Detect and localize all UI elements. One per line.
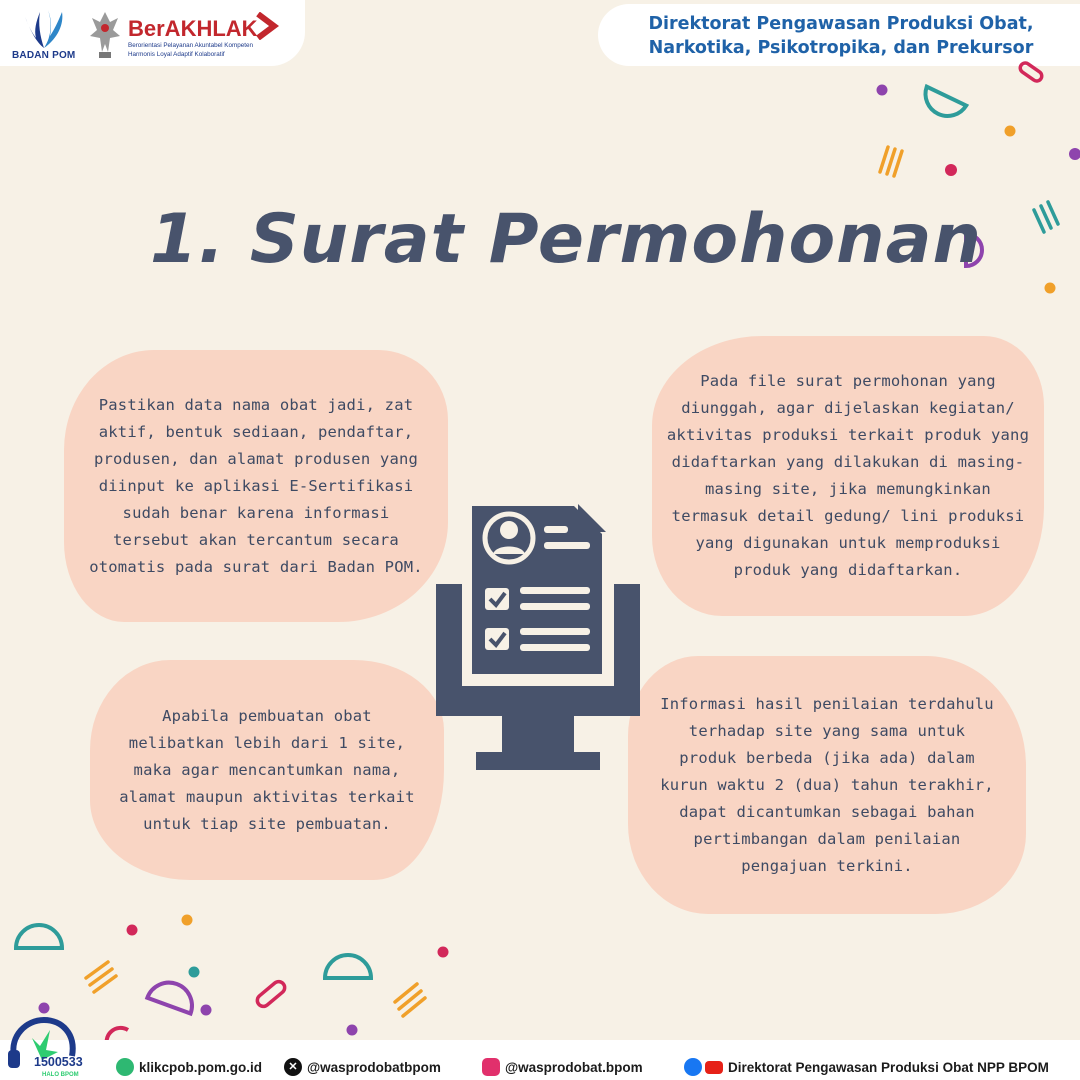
berakhlak-tagline-2: Harmonis Loyal Adaptif Kolaboratif xyxy=(128,51,225,58)
x-logo-icon: ✕ xyxy=(284,1058,302,1076)
berakhlak-title: BerAKHLAK xyxy=(128,16,258,41)
youtube-icon xyxy=(705,1061,723,1074)
info-card-3-text: Apabila pembuatan obat melibatkan lebih dari 1 site, maka agar mencantumkan nama, alamat maupun aktivitas terkait untuk tiap site pembuatan. xyxy=(119,706,415,833)
info-card-1-text: Pastikan data nama obat jadi, zat aktif, bentuk sediaan, pendaftar, produsen, dan alamat produsen yang diinput ke aplikasi E-Sertifikasi sudah benar karena informasi tersebut akan tercantum secara otomatis pada surat dari Badan POM. xyxy=(89,395,423,576)
monitor-document-icon xyxy=(436,500,640,770)
garuda-emblem-icon xyxy=(88,8,122,60)
hotline-label: HALO BPOM xyxy=(42,1072,79,1078)
info-card-4 xyxy=(628,656,1026,914)
bpom-logo-text: BADAN POM xyxy=(12,50,76,61)
directorate-name xyxy=(612,12,1070,60)
directorate-line-2: Narkotika, Psikotropika, dan Prekursor xyxy=(648,38,1034,58)
footer-x[interactable] xyxy=(284,1058,441,1076)
facebook-icon xyxy=(684,1058,702,1076)
footer-facebook-youtube[interactable] xyxy=(684,1058,1049,1076)
footer-x-text: @wasprodobatbpom xyxy=(307,1059,441,1075)
info-card-4-text: Informasi hasil penilaian terdahulu terhadap site yang sama untuk produk berbeda (jika ada) dalam kurun waktu 2 (dua) tahun terakhir, dapat dicantumkan sebagai bahan pertimbangan dalam penilaian pengajuan terkini. xyxy=(660,694,994,875)
berakhlak-chevron-icon xyxy=(252,12,282,40)
page-title: 1. Surat Permohonan xyxy=(150,200,982,279)
hotline-number: 1500533 xyxy=(34,1055,83,1069)
info-card-3 xyxy=(90,660,444,880)
globe-icon xyxy=(116,1058,134,1076)
footer-instagram[interactable] xyxy=(482,1058,643,1076)
footer-website-text: klikcpob.pom.go.id xyxy=(139,1059,263,1075)
footer-facebook-youtube-text: Direktorat Pengawasan Produksi Obat NPP BPOM xyxy=(728,1059,1049,1075)
instagram-icon xyxy=(482,1058,500,1076)
info-card-2 xyxy=(652,336,1044,616)
footer-website[interactable] xyxy=(116,1058,262,1076)
halo-bpom-hotline-logo xyxy=(4,1016,90,1080)
berakhlak-tagline-1: Berorientasi Pelayanan Akuntabel Kompeten xyxy=(128,42,253,49)
info-card-1 xyxy=(64,350,448,622)
info-card-2-text: Pada file surat permohonan yang diunggah, agar dijelaskan kegiatan/ aktivitas produksi terkait produk yang didaftarkan yang dilakukan di masing-masing site, jika memungkinkan termasuk detail gedung/ lini produksi yang digunakan untuk memproduksi produk yang didaftarkan. xyxy=(666,372,1030,579)
directorate-line-1: Direktorat Pengawasan Produksi Obat, xyxy=(648,14,1034,34)
bpom-logo-icon xyxy=(18,8,68,50)
footer-instagram-text: @wasprodobat.bpom xyxy=(505,1059,643,1075)
